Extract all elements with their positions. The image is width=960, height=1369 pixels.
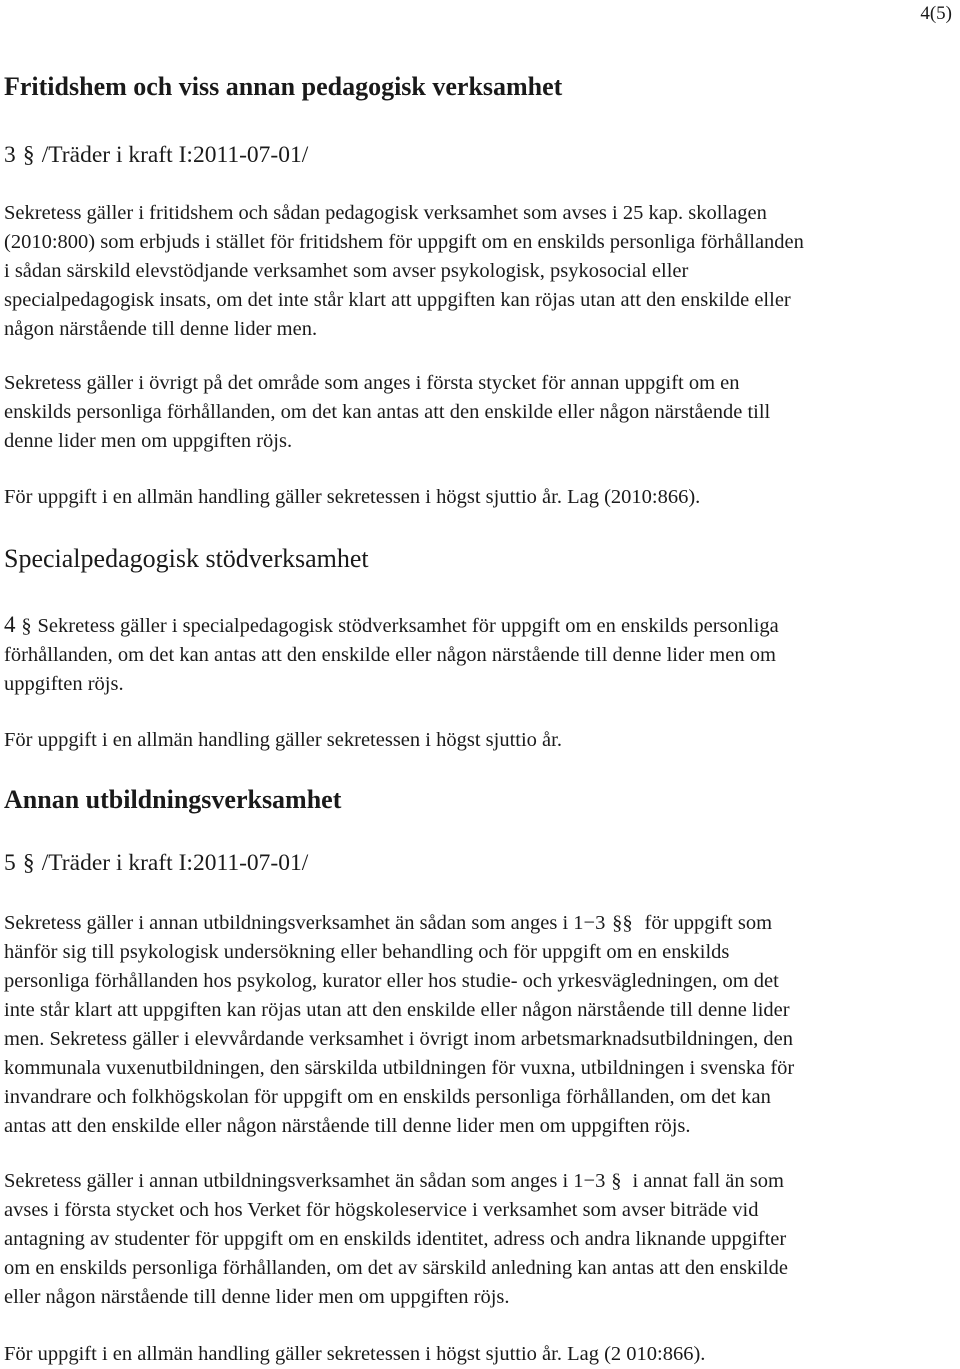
paragraph-5-text-3: För uppgift i en allmän handling gäller sekretessen i högst sjuttio år. Lag (2 010:866).: [4, 1343, 706, 1365]
paragraph-4-body: Sekretess gäller i specialpedagogisk stödverksamhet för uppgift om en enskilds personliga förhållanden, om det kan antas att den enskilde eller någon närstående till denne lider men om uppgiften röjs.: [4, 615, 779, 695]
effective-date-note: /Träder i kraft I:2011-07-01/: [41, 142, 309, 168]
page-number: 4(5): [920, 3, 952, 24]
paragraph-number: 4: [4, 612, 16, 637]
heading-fritidshem: Fritidshem och viss annan pedagogisk verksamhet: [4, 72, 563, 101]
paragraph-3-text-3: För uppgift i en allmän handling gäller sekretessen i högst sjuttio år. Lag (2010:866).: [4, 486, 701, 508]
section-sign-icon: §: [22, 850, 35, 876]
paragraph-number: 5: [4, 850, 16, 876]
paragraph-3-text-1: Sekretess gäller i fritidshem och sådan pedagogisk verksamhet som avses i 25 kap. skollagen (2010:800) som erbjuds i stället för fritidshem för uppgift om en enskilds personliga förhållanden i sådan särskild elevstödjande verksamhet som avser psykologisk, psykosocial eller specialpedagogisk insats, om det inte står klart att uppgiften kan röjas utan att den enskilde eller någon närstående till denne lider men.: [4, 202, 804, 340]
paragraph-3-text-2: Sekretess gäller i övrigt på det område som anges i första stycket för annan uppgift om en enskilds personliga förhållanden, om det kan antas att den enskilde eller någon närstående till denne lider men om uppgiften röjs.: [4, 372, 771, 452]
paragraph-4-text-2: För uppgift i en allmän handling gäller sekretessen i högst sjuttio år.: [4, 729, 562, 751]
paragraph-5-text-1-rest: för uppgift som hänför sig till psykologisk undersökning eller behandling och för uppgift om en enskilds personliga förhållanden hos psykolog, kurator eller hos studie- och yrkesvägledningen, om det inte står klart att uppgiften kan röjas utan att den enskilde eller någon närstående till denne lider men. Sekretess gäller i elevvårdande verksamhet i övrigt inom arbetsmarknadsutbildningen, den kommunala vuxenutbildningen, den särskilda utbildningen för vuxna, utbildningen i svenska för invandrare och folkhögskolan för uppgift om en enskilds personliga förhållanden, om det kan antas att den enskilde eller någon närstående till denne lider men om uppgiften röjs.: [4, 912, 795, 1137]
heading-annan-utbildning: Annan utbildningsverksamhet: [4, 785, 342, 814]
paragraph-5-text-1: [4, 909, 956, 1141]
paragraph-5-text-2: [4, 1167, 956, 1312]
paragraph-4-text-1: [4, 610, 956, 699]
paragraph-5-header: [4, 848, 956, 878]
paragraph-3-header: [4, 140, 956, 170]
paragraph-5-text-1-start: Sekretess gäller i annan utbildningsverksamhet än sådan som anges i 1−3: [4, 912, 606, 934]
effective-date-note: /Träder i kraft I:2011-07-01/: [41, 850, 309, 876]
paragraph-5-text-2-rest: i annat fall än som avses i första stycket och hos Verket för högskoleservice i verksamhet som avser biträde vid antagning av studenter för uppgift om en enskilds identitet, adress och andra liknande uppgifter om en enskilds personliga förhållanden, om det av särskild anledning kan antas att den enskilde eller någon närstående till denne lider men om uppgiften röjs.: [4, 1170, 788, 1308]
section-sign-icon: §: [611, 1170, 622, 1192]
section-signs-icon: §§: [612, 912, 633, 934]
paragraph-5-text-2-start: Sekretess gäller i annan utbildningsverksamhet än sådan som anges i 1−3: [4, 1170, 606, 1192]
section-sign-icon: §: [21, 615, 32, 637]
heading-specialpedagogisk: Specialpedagogisk stödverksamhet: [4, 544, 369, 573]
section-sign-icon: §: [22, 142, 35, 168]
paragraph-number: 3: [4, 142, 16, 168]
